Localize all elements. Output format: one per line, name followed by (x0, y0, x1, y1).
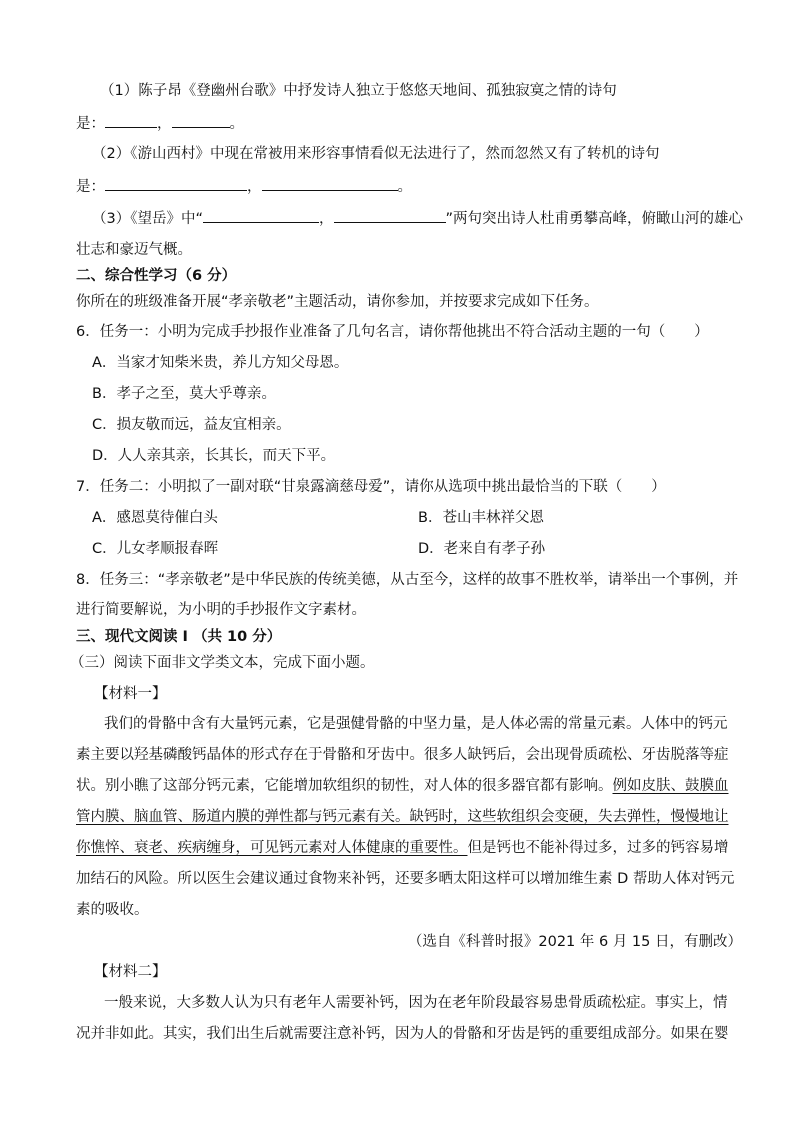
material2-title: 【材料二】 (94, 964, 167, 980)
m1-line-5-plain: 但是钙也不能补得过多，过多的钙容易增 (467, 840, 729, 856)
m1-line-4-underlined: 管内膜、脑血管、肠道内膜的弹性都与钙元素有关。缺钙时，这些软组织会变硬，失去弹性，慢慢地让 (76, 809, 729, 825)
answer-blank[interactable] (105, 113, 157, 128)
q6-option-a[interactable]: A．当家才知柴米贵，养儿方知父母恩。 (92, 355, 349, 371)
m2-line-2: 况并非如此。其实，我们出生后就需要注意补钙，因为人的骨骼和牙齿是钙的重要组成部分。如果在婴 (76, 1026, 729, 1042)
poem-q3 (92, 208, 743, 229)
period: 。 (397, 179, 412, 195)
answer-blank[interactable] (105, 176, 247, 191)
m1-line-5-underlined: 你憔悴、衰老、疾病缠身，可见钙元素对人体健康的重要性。 (76, 840, 468, 856)
q6-option-d[interactable]: D．人人亲其亲，长其长，而天下平。 (92, 448, 336, 464)
m1-line-5 (76, 838, 729, 858)
m1-line-1: 我们的骨骼中含有大量钙元素，它是强健骨骼的中坚力量，是人体必需的常量元素。人体中的钙元 (104, 716, 728, 732)
section3-intro: （三）阅读下面非文学类文本，完成下面小题。 (70, 655, 375, 671)
section3-heading: 三、现代文阅读 I （共 10 分） (76, 629, 282, 645)
section2-heading: 二、综合性学习（6 分） (76, 268, 237, 284)
question-8-cont: 进行简要解说，为小明的手抄报作文字素材。 (76, 602, 366, 618)
answer-blank[interactable] (334, 208, 446, 223)
m1-line-3 (76, 776, 729, 796)
m1-line-2: 素主要以羟基磷酸钙晶体的形式存在于骨骼和牙齿中。很多人缺钙后，会出现骨质疏松、牙齿脱落等症 (76, 747, 729, 763)
m1-line-7: 素的吸收。 (76, 902, 149, 918)
m1-source: （选自《科普时报》2021 年 6 月 15 日，有删改） (407, 934, 742, 950)
answer-blank[interactable] (262, 176, 398, 191)
poem-q2-label: 是： (76, 179, 105, 195)
q6-option-b[interactable]: B．孝子之至，莫大乎尊亲。 (92, 386, 276, 402)
material1-title: 【材料一】 (94, 686, 167, 702)
m2-line-1: 一般来说，大多数人认为只有老年人需要补钙，因为在老年阶段最容易患骨质疏松症。事实上，情 (104, 995, 728, 1011)
comma: ， (319, 211, 334, 227)
answer-blank[interactable] (172, 113, 230, 128)
answer-blank[interactable] (203, 208, 319, 223)
section2-intro: 你所在的班级准备开展“孝亲敬老”主题活动，请你参加，并按要求完成如下任务。 (76, 294, 599, 310)
q7-option-d[interactable]: D．老来自有孝子孙 (418, 541, 546, 557)
poem-q2: （2）《游山西村》中现在常被用来形容事情看似无法进行了，然而忽然又有了转机的诗句 (92, 146, 660, 162)
m1-line-3-plain: 状。别小瞧了这部分钙元素，它能增加软组织的韧性，对人体的很多器官都有影响。 (76, 778, 613, 794)
q7-option-a[interactable]: A．感恩莫待催白头 (92, 510, 218, 526)
period: 。 (229, 116, 244, 132)
question-6: 6．任务一：小明为完成手抄报作业准备了几句名言，请你帮他挑出不符合活动主题的一句（ ） (76, 324, 709, 340)
comma: ， (247, 179, 262, 195)
q7-option-b[interactable]: B．苍山丰林祥父恩 (418, 510, 544, 526)
poem-q1-answer-line (76, 113, 244, 134)
poem-q2-answer-line (76, 176, 412, 197)
question-8: 8．任务三：“孝亲敬老”是中华民族的传统美德，从古至今，这样的故事不胜枚举，请举出一个事例，并 (76, 572, 739, 588)
poem-q1-label: 是： (76, 116, 105, 132)
m1-line-6: 加结石的风险。所以医生会建议通过食物来补钙，还要多晒太阳这样可以增加维生素 D 帮助人体对钙元 (76, 871, 735, 887)
m1-line-3-underlined: 例如皮肤、鼓膜血 (612, 778, 729, 794)
comma: ， (157, 116, 172, 132)
poem-q3-cont: 壮志和豪迈气概。 (76, 242, 192, 258)
q7-option-c[interactable]: C．儿女孝顺报春晖 (92, 541, 219, 557)
poem-q3-lead: （3）《望岳》中“ (92, 211, 203, 227)
q6-option-c[interactable]: C．损友敬而远，益友宜相亲。 (92, 417, 291, 433)
poem-q1: （1）陈子昂《登幽州台歌》中抒发诗人独立于悠悠天地间、孤独寂寞之情的诗句 (100, 83, 617, 99)
question-7: 7．任务二：小明拟了一副对联“甘泉露滴慈母爱”，请你从选项中挑出最恰当的下联（ ） (76, 479, 666, 495)
poem-q3-tail: ”两句突出诗人杜甫勇攀高峰，俯瞰山河的雄心 (445, 211, 744, 227)
